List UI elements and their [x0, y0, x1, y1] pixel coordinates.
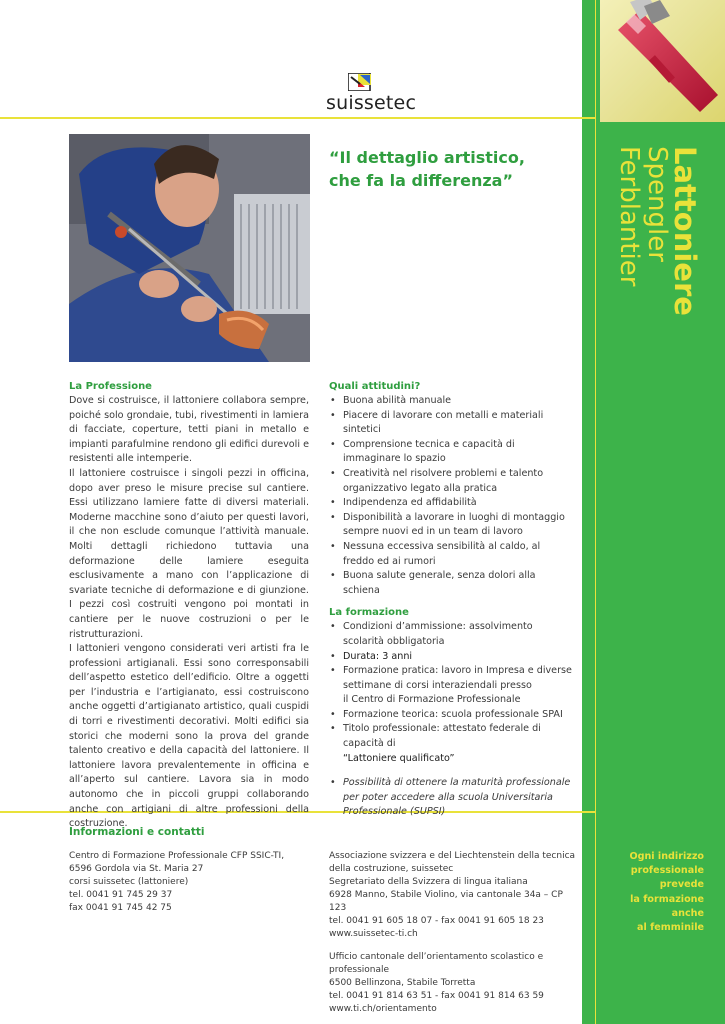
formazione-item-text: • Titolo professionale: attestato federale di capacità di	[343, 723, 541, 750]
contacts-heading: Informazioni e contatti	[69, 826, 205, 838]
contact-line: Associazione svizzera e del Liechtenstein della tecnica della costruzione, suissetec	[329, 851, 576, 874]
list-item: • Formazione teorica: scuola professionale SPAI	[329, 708, 574, 723]
quote-line-2: che fa la differenza”	[329, 171, 513, 190]
suissetec-website-link[interactable]: www.suissetec-ti.ch	[329, 929, 418, 939]
list-item: • Buona abilità manuale	[329, 394, 574, 409]
contact-line: 6500 Bellinzona, Stabile Torretta	[329, 978, 476, 988]
title-lattoniere: Lattoniere	[668, 146, 702, 316]
list-item: • Durata: 3 anni	[329, 650, 574, 665]
right-column	[329, 380, 574, 820]
list-item: • Comprensione tecnica e capacità di immaginare lo spazio	[329, 438, 574, 467]
list-item: • Piacere di lavorare con metalli e materiali sintetici	[329, 409, 574, 438]
side-note-line: anche	[671, 907, 704, 919]
list-item: • Condizioni d’ammissione: assolvimento scolarità obbligatoria	[329, 620, 574, 649]
contact-line: tel. 0041 91 605 18 07 - fax 0041 91 605 18 23	[329, 916, 544, 926]
contacts-right	[329, 850, 579, 1016]
professione-paragraph-3: I lattonieri vengono considerati veri artisti fra le professioni artigianali. Essi sono corresponsabili dell’aspetto estetico dell’edificio. Oltre a oggetti per l’industria e l’artigianato, essi costruiscono anche oggetti d’artigianato artistico, quali cuspidi di torri e rivestimenti decorativi. Molti edifici sia storici che moderni sono la prova del grande talento creativo e della capacità del lattoniere. Il lattoniere lavora prevalentemente in officina e all’aperto sul cantiere. Lavora sia in modo autonomo che in piccoli gruppi collaborando anche con artigiani di altre professioni della costruzione.	[69, 643, 309, 830]
contact-line: 6928 Manno, Stabile Violino, via cantonale 34a – CP 123	[329, 890, 563, 913]
contact-line: fax 0041 91 745 42 75	[69, 903, 172, 913]
contact-line: Ufficio cantonale dell’orientamento scolastico e professionale	[329, 952, 544, 975]
list-item: • Disponibilità a lavorare in luoghi di montaggio sempre nuovi ed in un team di lavoro	[329, 511, 574, 540]
logo-wordmark: suissetec	[326, 92, 417, 114]
attitudini-heading: Quali attitudini?	[329, 381, 421, 392]
formazione-item-text: • Formazione pratica: lavoro in Impresa e diverse settimane di corsi interaziendali presso	[343, 665, 572, 691]
list-item	[329, 722, 574, 766]
list-item: • Buona salute generale, senza dolori alla schiena	[329, 569, 574, 598]
side-note-line: professionale	[630, 865, 704, 877]
contact-line: tel. 0041 91 814 63 51 - fax 0041 91 814 63 59	[329, 991, 544, 1001]
suissetec-logo	[326, 73, 426, 113]
vertical-title-block	[614, 140, 702, 330]
title-ferblantier: Ferblantier	[614, 146, 644, 287]
list-item	[329, 664, 574, 708]
gender-note	[600, 850, 704, 935]
maturita-note	[329, 776, 574, 820]
professione-paragraph-1: Dove si costruisce, il lattoniere collabora sempre, poiché solo grondaie, tubi, rivestimenti in lamiera di facciate, coperture, tetti piani in metallo e impianti parafulmine rendono gli edifici durevoli e resistenti alle intemperie.	[69, 395, 309, 465]
list-item: • Indipendenza ed affidabilità	[329, 496, 574, 511]
contact-line: Segretariato della Svizzera di lingua italiana	[329, 877, 528, 887]
professione-section	[69, 380, 309, 832]
orientamento-website-link[interactable]: www.ti.ch/orientamento	[329, 1004, 437, 1014]
contact-line: corsi suissetec (lattoniere)	[69, 877, 189, 887]
attitudini-list	[329, 394, 574, 598]
contact-line: tel. 0041 91 745 29 37	[69, 890, 173, 900]
yellow-vertical-line	[595, 0, 596, 1024]
pipe-wrench-photo	[600, 0, 725, 122]
worker-photo	[69, 134, 310, 362]
list-item: • Creatività nel risolvere problemi e talento organizzativo legato alla pratica	[329, 467, 574, 496]
contacts-left	[69, 850, 309, 915]
title-spengler: Spengler	[642, 146, 672, 262]
side-note-line: prevede	[659, 879, 704, 891]
professione-paragraph-2: Il lattoniere costruisce i singoli pezzi in officina, dopo aver preso le misure precise sul cantiere. Essi utilizzano lamiere fatte di diversi materiali. Moderne macchine sono d’aiuto per questi lavori, il che non esclude comunque l’attività manuale. Molti dettagli richiedono tuttavia una deformazione delle lamiere eseguita esclusivamente a mano con l’applicazione di svariate tecniche di deformazione e di giunzione. I pezzi così costruiti vengono poi montati in cantiere per le nuove costruzioni o per le ristrutturazioni.	[69, 467, 309, 640]
yellow-rule-top	[0, 117, 596, 119]
side-note-line: al femminile	[637, 922, 704, 934]
quote-line-1: “Il dettaglio artistico,	[329, 148, 525, 167]
formazione-list	[329, 620, 574, 766]
headline-quote	[329, 146, 569, 192]
formazione-heading: La formazione	[329, 607, 409, 619]
contact-line: Centro di Formazione Professionale CFP SSIC-TI,	[69, 851, 285, 861]
formazione-item-continuation: “Lattoniere qualificato”	[343, 752, 455, 764]
list-item: • Possibilità di ottenere la maturità professionale per poter accedere alla scuola Universitaria Professionale (SUPSI)	[329, 776, 574, 820]
list-item: • Nessuna eccessiva sensibilità al caldo, al freddo ed ai rumori	[329, 540, 574, 569]
contact-line: 6596 Gordola via St. Maria 27	[69, 864, 204, 874]
professione-heading: La Professione	[69, 381, 152, 392]
side-note-line: Ogni indirizzo	[629, 851, 704, 862]
spacer	[329, 941, 579, 951]
formazione-item-continuation: il Centro di Formazione Professionale	[343, 694, 521, 706]
suissetec-logo-icon	[348, 73, 374, 91]
side-note-line: la formazione	[630, 893, 704, 905]
